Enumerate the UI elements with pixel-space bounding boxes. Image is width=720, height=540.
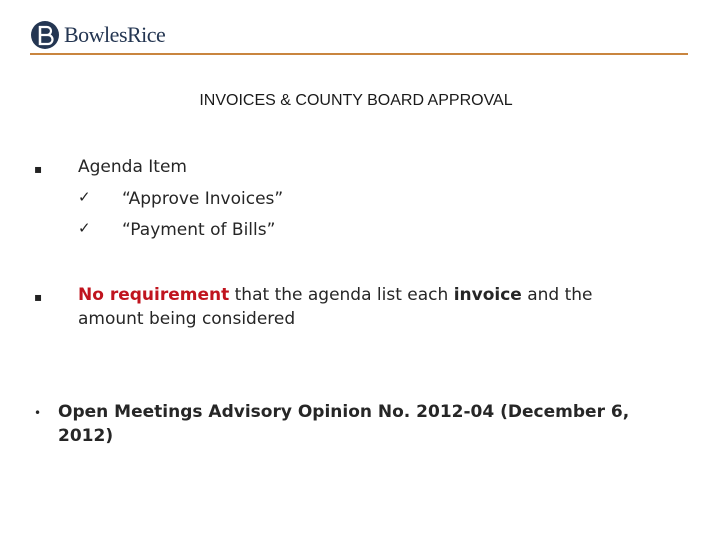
square-bullet-icon: ▪ (34, 290, 43, 304)
requirement-text-mid: that the agenda list each (229, 285, 454, 305)
citation-line1: Open Meetings Advisory Opinion No. 2012-04 (December 6, (58, 402, 630, 422)
logo-monogram-icon (30, 20, 60, 50)
check-item-approve-invoices: “Approve Invoices” (122, 189, 284, 209)
requirement-emphasis: No requirement (78, 285, 230, 305)
requirement-text-end: and the (521, 285, 593, 305)
square-bullet-icon: ▪ (34, 162, 43, 176)
bowles-rice-logo (30, 18, 165, 52)
citation-line2: 2012) (58, 426, 114, 446)
check-icon: ✓ (78, 219, 91, 237)
check-icon: ✓ (78, 188, 91, 206)
agenda-item-label: Agenda Item (78, 157, 187, 177)
header-divider (30, 53, 688, 55)
slide-title: INVOICES & COUNTY BOARD APPROVAL (199, 92, 513, 109)
logo-wordmark: BowlesRice (64, 22, 166, 47)
requirement-text (78, 284, 638, 306)
requirement-text-line2: amount being considered (78, 309, 296, 329)
check-item-payment-of-bills: “Payment of Bills” (122, 220, 276, 240)
dot-bullet-icon: • (34, 406, 42, 420)
invoice-emphasis: invoice (453, 285, 522, 305)
